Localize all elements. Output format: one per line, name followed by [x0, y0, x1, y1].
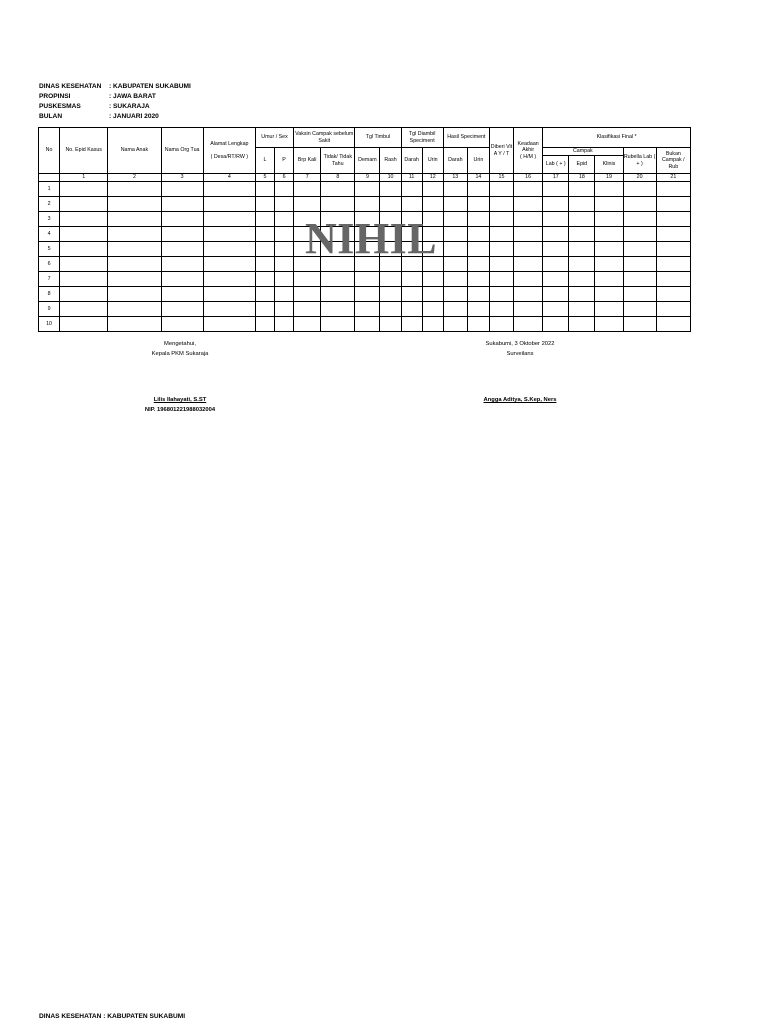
- table-cell: [380, 287, 401, 302]
- table-cell: [569, 182, 595, 197]
- header-propinsi: [39, 92, 191, 102]
- table-cell: [467, 197, 489, 212]
- table-cell: [294, 272, 321, 287]
- col-campak: Campak: [543, 148, 623, 156]
- table-cell: [595, 302, 623, 317]
- signature-right-heading: [460, 339, 580, 359]
- table-cell: [489, 227, 513, 242]
- table-cell: [569, 302, 595, 317]
- column-number-cell: 19: [595, 174, 623, 182]
- col-tgl-diambil: Tgl Diambil Speciment: [401, 128, 443, 148]
- table-cell: [569, 257, 595, 272]
- table-cell: [255, 227, 274, 242]
- header-puskesmas: [39, 102, 191, 112]
- table-cell: [595, 257, 623, 272]
- nihil-stamp: NIHIL: [305, 214, 438, 263]
- table-cell: [623, 287, 656, 302]
- col-epid-kasus: No. Epid Kasus: [60, 128, 108, 174]
- column-number-cell: 6: [275, 174, 294, 182]
- row-number: 8: [39, 287, 60, 302]
- table-cell: [569, 227, 595, 242]
- column-number-cell: 2: [108, 174, 161, 182]
- table-cell: [321, 197, 355, 212]
- table-cell: [161, 197, 203, 212]
- column-number-cell: 7: [294, 174, 321, 182]
- table-cell: [161, 212, 203, 227]
- col-alamat: [203, 128, 255, 174]
- table-cell: [203, 227, 255, 242]
- column-number-cell: 1: [60, 174, 108, 182]
- header-bulan: [39, 112, 191, 122]
- table-cell: [623, 212, 656, 227]
- table-cell: [380, 197, 401, 212]
- table-cell: [443, 302, 467, 317]
- col-keadaan-line1: Keadaan Akhir: [517, 141, 539, 154]
- col-vaksin: Vaksin Campak sebelum Sakit: [294, 128, 355, 148]
- table-cell: [401, 317, 422, 332]
- table-cell: [656, 257, 690, 272]
- col-diberi-vit: Diberi Vit A Y / T: [489, 128, 513, 174]
- table-cell: [161, 317, 203, 332]
- table-cell: [656, 197, 690, 212]
- column-number-cell: 9: [355, 174, 380, 182]
- table-cell: [514, 242, 543, 257]
- table-cell: [380, 302, 401, 317]
- col-klinis: Klinis: [595, 156, 623, 174]
- table-cell: [569, 212, 595, 227]
- table-cell: [108, 242, 161, 257]
- table-cell: [467, 227, 489, 242]
- col-l: L: [255, 148, 274, 174]
- table-cell: [422, 197, 443, 212]
- table-cell: [514, 302, 543, 317]
- table-cell: [203, 182, 255, 197]
- table-cell: [422, 182, 443, 197]
- row-number: 9: [39, 302, 60, 317]
- table-cell: [543, 227, 569, 242]
- table-cell: [255, 287, 274, 302]
- table-cell: [569, 317, 595, 332]
- header-label: PUSKESMAS: [39, 103, 81, 110]
- signature-left-heading: [130, 339, 230, 359]
- row-number: 10: [39, 317, 60, 332]
- table-cell: [321, 182, 355, 197]
- signature-left-line1: Mengetahui,: [164, 341, 196, 347]
- signature-left-name: Lilis Ilahayati, S.ST: [153, 397, 207, 403]
- table-cell: [623, 317, 656, 332]
- table-row: [39, 272, 691, 287]
- table-cell: [255, 257, 274, 272]
- table-cell: [422, 287, 443, 302]
- column-number-cell: 12: [422, 174, 443, 182]
- table-cell: [60, 242, 108, 257]
- header-label: PROPINSI: [39, 93, 71, 100]
- table-cell: [595, 182, 623, 197]
- column-number-cell: 13: [443, 174, 467, 182]
- table-cell: [656, 317, 690, 332]
- table-cell: [108, 227, 161, 242]
- row-number: 3: [39, 212, 60, 227]
- table-cell: [401, 182, 422, 197]
- col-hasil-speciment: Hasil Speciment: [443, 128, 489, 148]
- table-cell: [255, 212, 274, 227]
- table-cell: [443, 287, 467, 302]
- column-number-cell: 4: [203, 174, 255, 182]
- table-cell: [656, 287, 690, 302]
- table-cell: [60, 287, 108, 302]
- col-nama-ortu: Nama Org Tua: [161, 128, 203, 174]
- signature-right-name: Angga Aditya, S.Kep, Ners: [483, 397, 557, 403]
- table-cell: [595, 317, 623, 332]
- col-alamat-line2: ( Desa/RT/RW ): [210, 153, 249, 160]
- table-cell: [60, 227, 108, 242]
- table-cell: [514, 257, 543, 272]
- table-cell: [203, 272, 255, 287]
- table-cell: [275, 227, 294, 242]
- table-cell: [569, 197, 595, 212]
- table-cell: [595, 287, 623, 302]
- table-cell: [161, 302, 203, 317]
- table-cell: [108, 302, 161, 317]
- table-cell: [422, 317, 443, 332]
- table-cell: [60, 317, 108, 332]
- table-cell: [422, 272, 443, 287]
- table-cell: [60, 302, 108, 317]
- table-cell: [203, 242, 255, 257]
- report-header: [39, 82, 191, 122]
- table-cell: [569, 242, 595, 257]
- table-cell: [467, 257, 489, 272]
- table-cell: [60, 257, 108, 272]
- table-cell: [355, 317, 380, 332]
- table-cell: [321, 287, 355, 302]
- col-tidak-tahu: Tidak/ Tidak Tahu: [321, 148, 355, 174]
- table-cell: [656, 242, 690, 257]
- header-dinas: [39, 82, 191, 92]
- table-cell: [656, 212, 690, 227]
- column-number-row: [39, 174, 691, 182]
- table-cell: [623, 302, 656, 317]
- col-rubella: Rubella Lab ( + ): [623, 148, 656, 174]
- table-cell: [569, 272, 595, 287]
- table-cell: [543, 182, 569, 197]
- header-value: : KABUPATEN SUKABUMI: [109, 83, 191, 90]
- table-cell: [443, 212, 467, 227]
- table-cell: [380, 317, 401, 332]
- table-cell: [489, 287, 513, 302]
- table-cell: [275, 317, 294, 332]
- table-cell: [623, 197, 656, 212]
- col-klasifikasi-final: Klasifikasi Final *: [543, 128, 691, 148]
- table-cell: [255, 302, 274, 317]
- table-cell: [623, 182, 656, 197]
- table-cell: [467, 272, 489, 287]
- table-cell: [656, 227, 690, 242]
- row-number: 5: [39, 242, 60, 257]
- table-cell: [380, 272, 401, 287]
- table-cell: [623, 257, 656, 272]
- table-cell: [443, 257, 467, 272]
- table-cell: [514, 272, 543, 287]
- table-cell: [489, 182, 513, 197]
- table-cell: [489, 197, 513, 212]
- column-number-cell: 17: [543, 174, 569, 182]
- col-demam: Demam: [355, 148, 380, 174]
- table-cell: [294, 197, 321, 212]
- table-cell: [108, 317, 161, 332]
- table-cell: [255, 272, 274, 287]
- table-cell: [623, 242, 656, 257]
- table-cell: [60, 212, 108, 227]
- table-cell: [595, 212, 623, 227]
- table-cell: [489, 302, 513, 317]
- table-cell: [255, 197, 274, 212]
- table-cell: [294, 302, 321, 317]
- table-cell: [108, 182, 161, 197]
- col-alamat-line1: Alamat Lengkap: [210, 141, 249, 148]
- signature-left-line2: Kepala PKM Sukaraja: [151, 351, 209, 357]
- table-cell: [401, 272, 422, 287]
- col-epid: Epid: [569, 156, 595, 174]
- table-cell: [203, 317, 255, 332]
- table-cell: [467, 212, 489, 227]
- header-value: : JANUARI 2020: [109, 113, 159, 120]
- table-cell: [161, 182, 203, 197]
- signature-left-nip: NIP. 196801221988032004: [144, 407, 216, 413]
- col-bukan-campak: Bukan Campak / Rub: [656, 148, 690, 174]
- column-number-cell: 8: [321, 174, 355, 182]
- table-cell: [108, 197, 161, 212]
- table-cell: [569, 287, 595, 302]
- table-cell: [489, 272, 513, 287]
- table-cell: [467, 302, 489, 317]
- table-cell: [514, 212, 543, 227]
- column-number-cell: 21: [656, 174, 690, 182]
- table-cell: [108, 257, 161, 272]
- table-cell: [275, 287, 294, 302]
- table-cell: [543, 302, 569, 317]
- col-nama-anak: Nama Anak: [108, 128, 161, 174]
- table-cell: [60, 197, 108, 212]
- table-cell: [543, 317, 569, 332]
- table-cell: [543, 257, 569, 272]
- table-cell: [543, 287, 569, 302]
- table-cell: [543, 197, 569, 212]
- table-cell: [443, 197, 467, 212]
- table-cell: [108, 287, 161, 302]
- header-value: : JAWA BARAT: [109, 93, 156, 100]
- table-cell: [275, 212, 294, 227]
- col-p: P: [275, 148, 294, 174]
- table-cell: [543, 212, 569, 227]
- signature-right-line1: Sukabumi, 3 Oktober 2022: [485, 341, 555, 347]
- table-cell: [656, 272, 690, 287]
- col-lab: Lab ( + ): [543, 156, 569, 174]
- table-cell: [321, 272, 355, 287]
- table-cell: [355, 197, 380, 212]
- col-brp-kali: Brp Kali: [294, 148, 321, 174]
- table-cell: [543, 242, 569, 257]
- row-number: 6: [39, 257, 60, 272]
- header-label: BULAN: [39, 113, 63, 120]
- table-cell: [161, 287, 203, 302]
- table-cell: [443, 182, 467, 197]
- row-number: 2: [39, 197, 60, 212]
- table-cell: [443, 317, 467, 332]
- table-cell: [321, 317, 355, 332]
- table-cell: [108, 212, 161, 227]
- table-cell: [623, 227, 656, 242]
- col-rash: Rash: [380, 148, 401, 174]
- table-cell: [467, 287, 489, 302]
- column-number-cell: 16: [514, 174, 543, 182]
- signature-right-line2: Surveilans: [506, 351, 534, 357]
- table-cell: [401, 302, 422, 317]
- table-cell: [595, 227, 623, 242]
- col-keadaan-line2: ( H/M ): [520, 153, 537, 160]
- table-cell: [514, 182, 543, 197]
- table-row: [39, 287, 691, 302]
- table-cell: [255, 242, 274, 257]
- table-row: [39, 197, 691, 212]
- table-cell: [275, 272, 294, 287]
- table-row: [39, 317, 691, 332]
- table-cell: [595, 272, 623, 287]
- table-cell: [294, 287, 321, 302]
- table-cell: [275, 182, 294, 197]
- table-cell: [255, 317, 274, 332]
- column-number-cell: 14: [467, 174, 489, 182]
- table-cell: [294, 182, 321, 197]
- col-urin: Urin: [422, 148, 443, 174]
- table-row: [39, 302, 691, 317]
- table-cell: [514, 227, 543, 242]
- column-number-cell: 11: [401, 174, 422, 182]
- table-cell: [595, 242, 623, 257]
- footer-header: DINAS KESEHATAN : KABUPATEN SUKABUMI: [39, 1013, 186, 1020]
- table-cell: [60, 182, 108, 197]
- col-darah: Darah: [401, 148, 422, 174]
- column-number-cell: 3: [161, 174, 203, 182]
- table-cell: [108, 272, 161, 287]
- column-number-cell: [39, 174, 60, 182]
- table-cell: [401, 197, 422, 212]
- table-cell: [203, 287, 255, 302]
- table-cell: [656, 302, 690, 317]
- table-cell: [275, 242, 294, 257]
- col-keadaan-akhir: [514, 128, 543, 174]
- table-row: [39, 182, 691, 197]
- header-value: : SUKARAJA: [109, 103, 150, 110]
- table-cell: [294, 317, 321, 332]
- table-cell: [60, 272, 108, 287]
- table-cell: [401, 287, 422, 302]
- table-cell: [489, 257, 513, 272]
- signature-right-block: [455, 395, 585, 405]
- column-number-cell: 15: [489, 174, 513, 182]
- table-cell: [443, 272, 467, 287]
- table-cell: [467, 242, 489, 257]
- row-number: 1: [39, 182, 60, 197]
- row-number: 7: [39, 272, 60, 287]
- table-cell: [656, 182, 690, 197]
- column-number-cell: 18: [569, 174, 595, 182]
- table-cell: [380, 182, 401, 197]
- table-cell: [422, 302, 443, 317]
- table-cell: [321, 302, 355, 317]
- table-cell: [161, 272, 203, 287]
- col-tgl-timbul: Tgl Timbul: [355, 128, 401, 148]
- column-number-cell: 10: [380, 174, 401, 182]
- column-number-cell: 5: [255, 174, 274, 182]
- table-cell: [203, 197, 255, 212]
- header-label: DINAS KESEHATAN: [39, 83, 102, 90]
- col-hasil-urin: Urin: [467, 148, 489, 174]
- row-number: 4: [39, 227, 60, 242]
- table-cell: [467, 317, 489, 332]
- table-cell: [355, 182, 380, 197]
- table-cell: [275, 302, 294, 317]
- table-cell: [161, 257, 203, 272]
- table-cell: [355, 272, 380, 287]
- table-cell: [489, 317, 513, 332]
- table-cell: [203, 212, 255, 227]
- col-no: No: [39, 128, 60, 174]
- table-cell: [255, 182, 274, 197]
- table-cell: [514, 317, 543, 332]
- table-cell: [623, 272, 656, 287]
- table-cell: [203, 257, 255, 272]
- table-cell: [443, 242, 467, 257]
- col-umur-sex: Umur / Sex: [255, 128, 293, 148]
- table-cell: [275, 257, 294, 272]
- column-number-cell: 20: [623, 174, 656, 182]
- table-cell: [489, 212, 513, 227]
- table-cell: [514, 197, 543, 212]
- table-cell: [275, 197, 294, 212]
- table-cell: [595, 197, 623, 212]
- table-cell: [355, 302, 380, 317]
- table-cell: [543, 272, 569, 287]
- signature-left-block: [120, 395, 240, 415]
- table-cell: [161, 242, 203, 257]
- table-cell: [443, 227, 467, 242]
- table-cell: [355, 287, 380, 302]
- table-cell: [467, 182, 489, 197]
- table-cell: [161, 227, 203, 242]
- table-cell: [489, 242, 513, 257]
- table-cell: [514, 287, 543, 302]
- table-cell: [203, 302, 255, 317]
- col-hasil-darah: Darah: [443, 148, 467, 174]
